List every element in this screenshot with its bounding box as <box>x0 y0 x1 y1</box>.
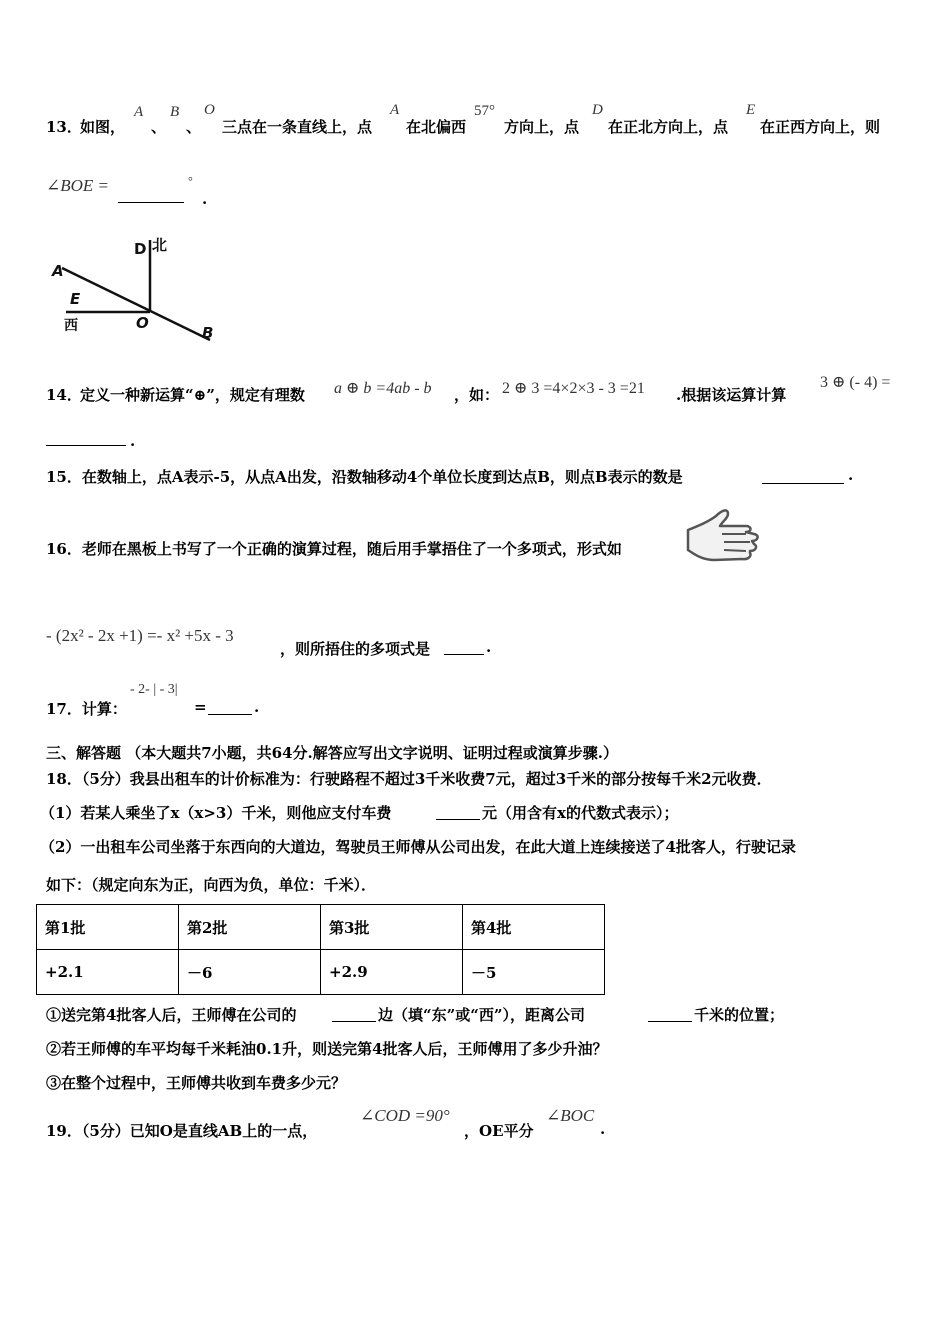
figure-label-d: D <box>134 240 147 258</box>
q18-sub1-blank-1 <box>332 1021 376 1022</box>
figure-label-west: 西 <box>64 318 78 334</box>
q13-sep-1: 、 <box>151 118 167 136</box>
q17-expr: - 2- | - 3| <box>130 682 178 697</box>
q19-line <box>46 1104 686 1144</box>
q19-text-2: ，OE平分 <box>464 1122 534 1140</box>
q13-degree: ° <box>188 174 193 188</box>
q18-part1-text-b: 元（用含有x的代数式表示）； <box>482 804 679 822</box>
q18-part2-b: 如下：（规定向东为正，向西为负，单位：千米）． <box>46 876 377 894</box>
q18-sub1-text-b: 边（填“东”或“西”），距离公司 <box>378 1006 586 1024</box>
table-header-row <box>37 905 605 950</box>
q19-text-1: 19．（5分）已知O是直线AB上的一点， <box>46 1122 318 1140</box>
figure-label-b: B <box>202 324 214 342</box>
q15-end: . <box>848 466 854 484</box>
q18-sub2: ②若王师傅的车平均每千米耗油0.1升，则送完第4批客人后，王师傅用了多少升油？ <box>46 1040 608 1058</box>
q18-part1 <box>40 802 740 826</box>
q17-end: . <box>254 698 260 716</box>
q19-expr-1: ∠COD =90° <box>360 1106 450 1125</box>
q13-point-o: O <box>204 102 215 118</box>
figure-label-o: O <box>136 314 149 332</box>
table-cell: －5 <box>463 950 605 995</box>
q19-expr-2: ∠BOC <box>546 1106 595 1125</box>
q14-number: 14． <box>46 386 82 404</box>
q16-text: 16．老师在黑板上书写了一个正确的演算过程，随后用手掌捂住了一个多项式，形式如 <box>46 540 622 558</box>
q18-sub1-text-c: 千米的位置； <box>694 1006 785 1024</box>
q14-answer-blank <box>46 445 126 446</box>
q13-figure <box>48 230 228 350</box>
q17-line <box>46 680 346 720</box>
q14-line2 <box>46 430 166 454</box>
q16-text-2: ，则所捂住的多项式是 <box>280 640 431 658</box>
q18-intro: 18．（5分）我县出租车的计价标准为：行驶路程不超过3千米收费7元，超过3千米的部分按每千米2元收费． <box>46 770 772 788</box>
q16-end: . <box>486 638 492 656</box>
table-header-cell: 第3批 <box>321 905 463 950</box>
q14-text-1: 定义一种新运算“⊕”，规定有理数 <box>80 386 305 404</box>
section3-title: 三、解答题 （本大题共7小题，共64分.解答应写出文字说明、证明过程或演算步骤.） <box>46 744 618 762</box>
q13-text-3: 在北偏西 <box>406 118 467 136</box>
q18-sub1-text-a: ①送完第4批客人后，王师傅在公司的 <box>46 1006 297 1024</box>
q16-answer-blank <box>444 654 484 655</box>
q13-line2 <box>46 172 346 212</box>
q13-angle: 57° <box>474 103 495 119</box>
table-cell: +2.1 <box>37 950 179 995</box>
q13-point-e: E <box>746 102 756 118</box>
q17-equals: = <box>194 698 207 716</box>
table-cell: －6 <box>179 950 321 995</box>
q13-point-a2: A <box>390 102 400 118</box>
q13-text-1: 如图， <box>80 118 126 136</box>
table-header-cell: 第2批 <box>179 905 321 950</box>
q19-end: . <box>600 1120 606 1138</box>
q15-answer-blank <box>762 483 844 484</box>
q14-calc: 3 ⊕ (- 4) = <box>820 374 891 391</box>
figure-label-e: E <box>70 290 81 308</box>
q13-point-a: A <box>134 104 144 120</box>
table-header-cell: 第4批 <box>463 905 605 950</box>
table-cell: +2.9 <box>321 950 463 995</box>
q13-end: . <box>202 190 208 208</box>
q13-text-5: 在正北方向上，点 <box>608 118 729 136</box>
q18-part2-a: （2）一出租车公司坐落于东西向的大道边，驾驶员王师傅从公司出发，在此大道上连续接送了4批客人，行驶记录 <box>40 838 796 856</box>
q14-text-2: ，如： <box>454 386 500 404</box>
q13-sep-2: 、 <box>186 118 202 136</box>
table-header-cell: 第1批 <box>37 905 179 950</box>
figure-label-a: A <box>52 262 64 280</box>
q18-sub1-blank-2 <box>648 1021 692 1022</box>
q15-text: 15．在数轴上，点A表示-5，从点A出发，沿数轴移动4个单位长度到达点B，则点B表示的数是 <box>46 468 683 486</box>
q13-text-2: 三点在一条直线上，点 <box>222 118 373 136</box>
q13-answer-blank <box>118 202 184 203</box>
q18-part1-blank <box>436 819 480 820</box>
q14-end: . <box>130 432 136 450</box>
q18-part1-text-a: （1）若某人乘坐了x（x>3）千米，则他应支付车费 <box>40 804 392 822</box>
q14-example: 2 ⊕ 3 =4×2×3 - 3 =21 <box>502 380 645 397</box>
q16-line1 <box>46 538 686 562</box>
q13-number: 13． <box>46 118 82 136</box>
q16-line2 <box>46 624 546 658</box>
figure-label-north: 北 <box>152 236 168 254</box>
q13-text-6: 在正西方向上，则 <box>760 118 881 136</box>
q16-expr: - (2x² - 2x +1) =- x² +5x - 3 <box>46 626 234 645</box>
q18-sub1 <box>46 1004 806 1028</box>
q17-text: 17．计算： <box>46 700 127 718</box>
q14-line1 <box>46 370 926 410</box>
q13-text-4: 方向上，点 <box>504 118 580 136</box>
q14-text-3: .根据该运算计算 <box>676 386 787 404</box>
q15-line <box>46 466 926 490</box>
q13-expr: ∠BOE = <box>46 176 110 195</box>
q13-point-d: D <box>592 102 603 118</box>
q18-record-table <box>36 904 605 995</box>
q18-sub3: ③在整个过程中，王师傅共收到车费多少元？ <box>46 1074 347 1092</box>
q17-answer-blank <box>208 714 252 715</box>
q13-point-b: B <box>170 104 180 120</box>
q14-definition: a ⊕ b =4ab - b <box>334 380 432 397</box>
hand-icon <box>684 504 760 566</box>
q13-line1 <box>46 100 926 140</box>
table-row <box>37 950 605 995</box>
